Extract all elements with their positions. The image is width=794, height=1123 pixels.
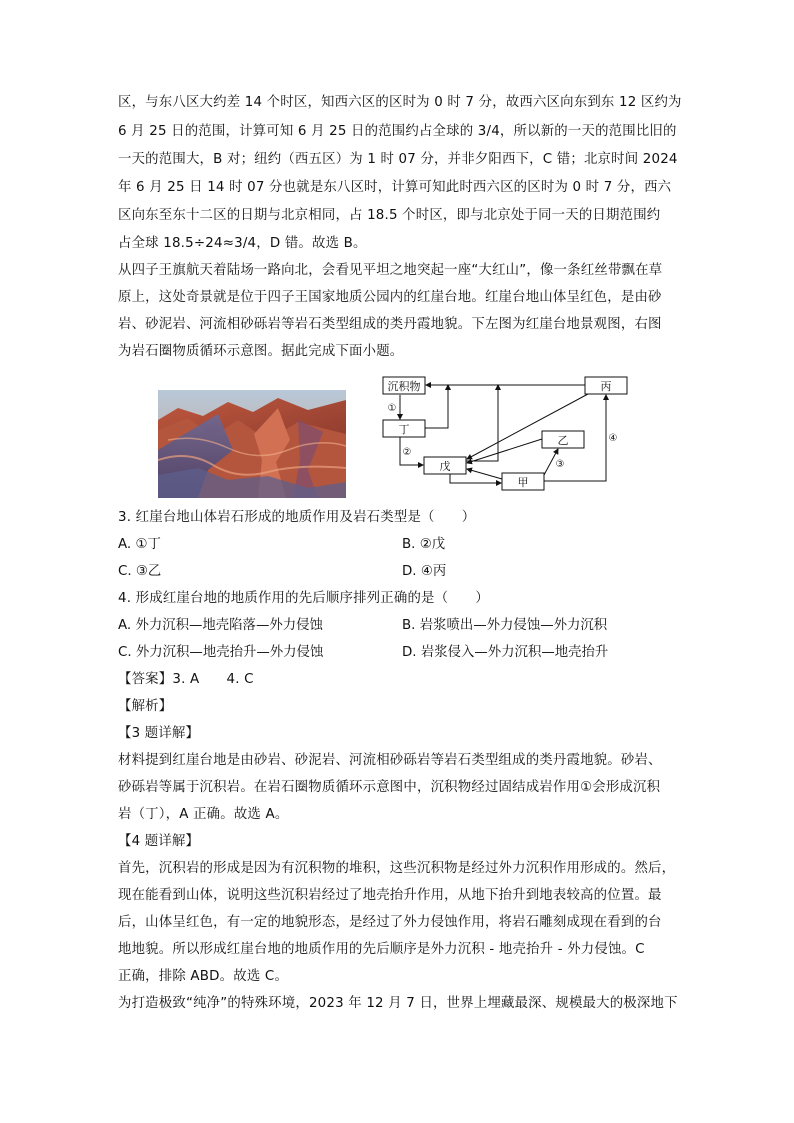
- text-line: 首先，沉积岩的形成是因为有沉积物的堆积，这些沉积物是经过外力沉积作用形成的。然后，: [118, 861, 676, 876]
- bing-label: 丙: [600, 380, 612, 393]
- process-label-4: ④: [608, 433, 618, 444]
- red-cliff-landscape-photo: [158, 390, 346, 498]
- yi-label: 乙: [557, 434, 569, 447]
- analysis-heading: 【解析】: [118, 699, 173, 714]
- text-line: 为岩石圈物质循环示意图。据此完成下面小题。: [118, 344, 404, 359]
- text-line: 砂砾岩等属于沉积岩。在岩石圈物质循环示意图中，沉积物经过固结成岩作用①会形成沉积: [118, 780, 661, 795]
- detail-3-heading: 【3 题详解】: [118, 726, 200, 741]
- process-label-3: ③: [555, 459, 565, 470]
- wu-label: 戊: [439, 460, 451, 473]
- text-line: 占全球 18.5÷24≈3/4，D 错。故选 B。: [118, 236, 367, 251]
- q3-option-b: B. ②戊: [402, 537, 446, 552]
- text-line: 为打造极致“纯净”的特殊环境，2023 年 12 月 7 日，世界上埋藏最深、规模最大的极深地下: [118, 996, 678, 1011]
- answer-line: 【答案】3. A 4. C: [118, 672, 254, 687]
- text-line: 一天的范围大，B 对；纽约（西五区）为 1 时 07 分，并非夕阳西下，C 错；北京时间 2024: [118, 152, 678, 167]
- process-label-2: ②: [402, 447, 412, 458]
- q3-option-c: C. ③乙: [118, 564, 162, 579]
- text-line: 后，山体呈红色，有一定的地貌形态，是经过了外力侵蚀作用，将岩石雕刻成现在看到的台: [118, 915, 662, 930]
- detail-4-heading: 【4 题详解】: [118, 834, 200, 849]
- q3-option-d: D. ④丙: [402, 564, 447, 579]
- text-line: 区，与东八区大约差 14 个时区，知西六区的区时为 0 时 7 分，故西六区向东到东 12 区约为: [118, 95, 682, 110]
- text-line: 6 月 25 日的范围，计算可知 6 月 25 日的范围约占全球的 3/4，所以新的一天的范围比旧的: [118, 124, 677, 139]
- text-line: 地地貌。所以形成红崖台地的地质作用的先后顺序是外力沉积 - 地壳抬升 - 外力侵蚀。C: [118, 942, 645, 957]
- q4-option-b: B. 岩浆喷出—外力侵蚀—外力沉积: [402, 618, 608, 633]
- text-line: 原上，这处奇景就是位于四子王国家地质公园内的红崖台地。红崖台地山体呈红色，是由砂: [118, 290, 662, 305]
- text-line: 材料提到红崖台地是由砂岩、砂泥岩、河流相砂砾岩等岩石类型组成的类丹霞地貌。砂岩、: [118, 753, 662, 768]
- question-3-stem: 3. 红崖台地山体岩石形成的地质作用及岩石类型是（ ）: [118, 510, 476, 525]
- q4-option-d: D. 岩浆侵入—外力沉积—地壳抬升: [402, 645, 609, 660]
- sediment-label: 沉积物: [387, 380, 421, 393]
- text-line: 年 6 月 25 日 14 时 07 分也就是东八区时，计算可知此时西六区的区时为 0 时 7 分，西六: [118, 180, 672, 195]
- text-line: 岩、砂泥岩、河流相砂砾岩等岩石类型组成的类丹霞地貌。下左图为红崖台地景观图，右图: [118, 317, 662, 332]
- text-line: 区向东至东十二区的日期与北京相同，占 18.5 个时区，即与北京处于同一天的日期范围约: [118, 208, 661, 223]
- process-label-1: ①: [387, 403, 397, 414]
- text-line: 从四子王旗航天着陆场一路向北，会看见平坦之地突起一座“大红山”，像一条红丝带飘在草: [118, 263, 663, 278]
- rock-cycle-diagram: [380, 375, 638, 493]
- q4-option-c: C. 外力沉积—地壳抬升—外力侵蚀: [118, 645, 324, 660]
- ding-label: 丁: [398, 423, 410, 436]
- q4-option-a: A. 外力沉积—地壳陷落—外力侵蚀: [118, 618, 323, 633]
- text-line: 正确，排除 ABD。故选 C。: [118, 969, 289, 984]
- text-line: 岩（丁），A 正确。故选 A。: [118, 807, 289, 822]
- q3-option-a: A. ①丁: [118, 537, 161, 552]
- question-4-stem: 4. 形成红崖台地的地质作用的先后顺序排列正确的是（ ）: [118, 591, 489, 606]
- text-line: 现在能看到山体，说明这些沉积岩经过了地壳抬升作用，从地下抬升到地表较高的位置。最: [118, 888, 662, 903]
- jia-label: 甲: [517, 476, 529, 489]
